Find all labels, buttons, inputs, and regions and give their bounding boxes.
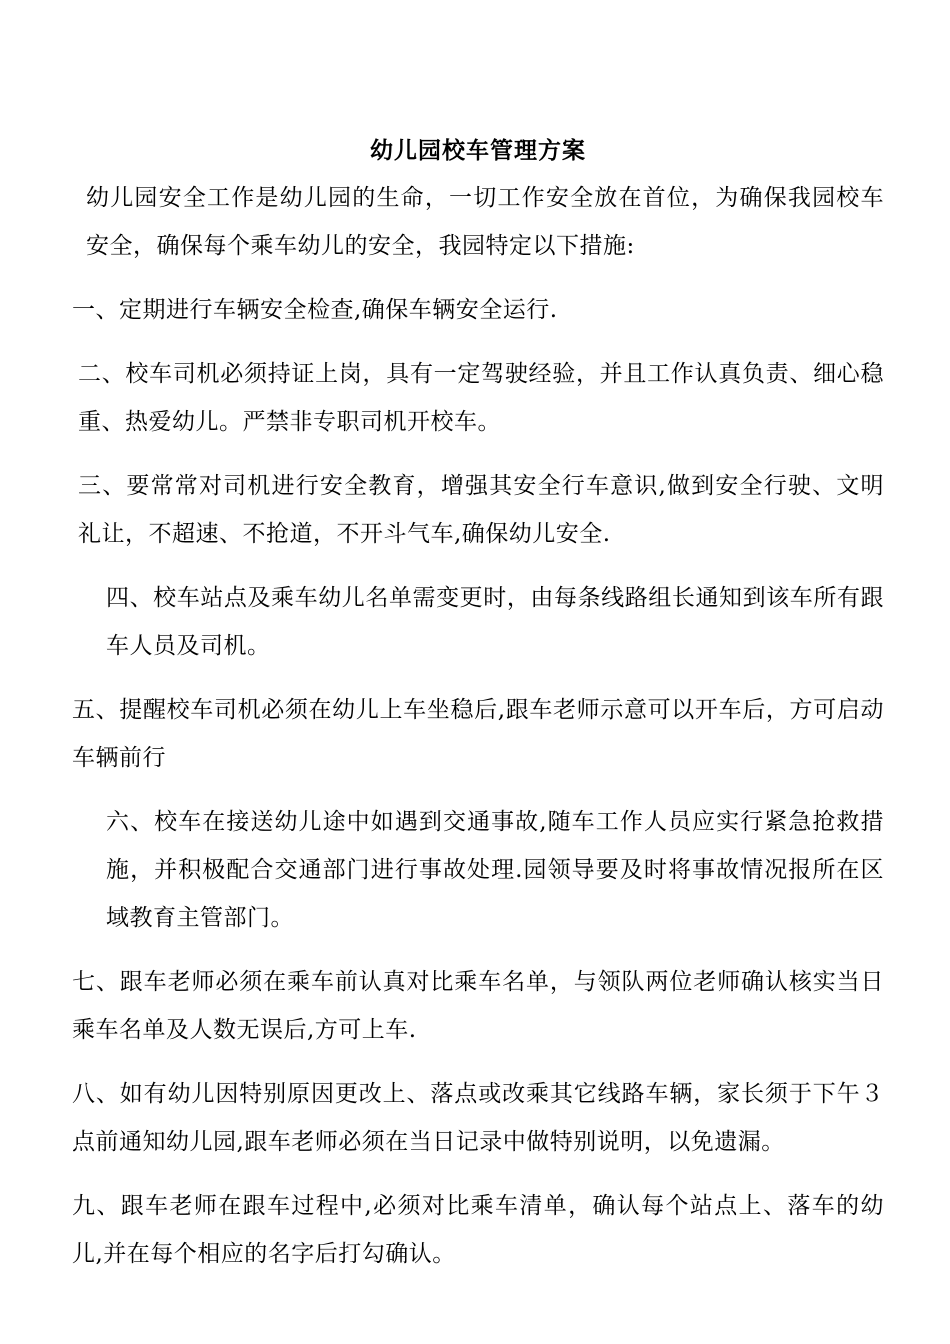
item-8-paragraph: 八、如有幼儿因特别原因更改上、落点或改乘其它线路车辆，家长须于下午３点前通知幼儿园,跟车老师必须在当日记录中做特别说明，以免遗漏。 xyxy=(72,1081,884,1155)
document-page xyxy=(72,128,884,1278)
item-3-paragraph: 三、要常常对司机进行安全教育，增强其安全行车意识,做到安全行驶、文明礼让，不超速、不抢道，不开斗气车,确保幼儿安全. xyxy=(78,473,884,547)
intro-paragraph: 幼儿园安全工作是幼儿园的生命，一切工作安全放在首位，为确保我园校车安全，确保每个乘车幼儿的安全，我园特定以下措施: xyxy=(86,185,884,259)
item-5-paragraph: 五、提醒校车司机必须在幼儿上车坐稳后,跟车老师示意可以开车后，方可启动车辆前行 xyxy=(72,697,884,771)
item-7-paragraph: 七、跟车老师必须在乘车前认真对比乘车名单，与领队两位老师确认核实当日乘车名单及人数无误后,方可上车. xyxy=(72,969,884,1043)
item-2-paragraph: 二、校车司机必须持证上岗，具有一定驾驶经验，并且工作认真负责、细心稳重、热爱幼儿。严禁非专职司机开校车。 xyxy=(78,361,884,435)
item-6-paragraph: 六、校车在接送幼儿途中如遇到交通事故,随车工作人员应实行紧急抢救措施，并积极配合交通部门进行事故处理.园领导要及时将事故情况报所在区域教育主管部门。 xyxy=(106,809,884,931)
item-9-paragraph: 九、跟车老师在跟车过程中,必须对比乘车清单，确认每个站点上、落车的幼儿,并在每个相应的名字后打勾确认。 xyxy=(72,1193,884,1267)
document-title: 幼儿园校车管理方案 xyxy=(370,137,586,164)
item-1-paragraph: 一、定期进行车辆安全检查,确保车辆安全运行. xyxy=(72,297,558,323)
item-4-paragraph: 四、校车站点及乘车幼儿名单需变更时，由每条线路组长通知到该车所有跟车人员及司机。 xyxy=(106,585,884,659)
